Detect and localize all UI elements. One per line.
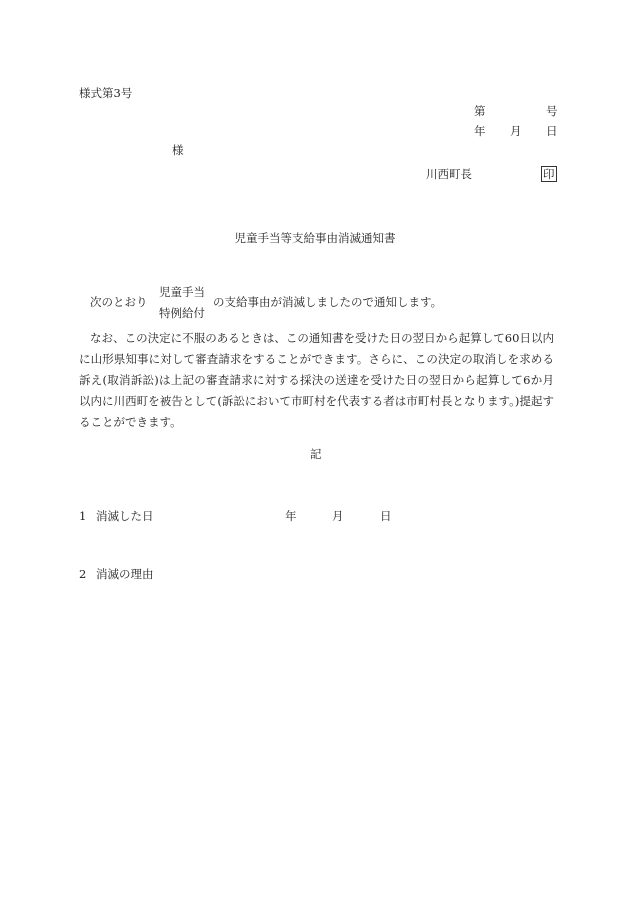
form-number: 様式第3号 — [79, 86, 133, 100]
seal-label: 印 — [543, 167, 555, 181]
document-title: 児童手当等支給事由消滅通知書 — [234, 231, 396, 245]
ki-heading: 記 — [310, 447, 322, 461]
item-1-year: 年 — [285, 509, 297, 523]
appeal-text: なお、この決定に不服のあるときは、この通知書を受けた日の翌日から起算して60日以内に山形県知事に対して審査請求をすることができます。さらに、この決定の取消しを求める訴え(取消訴訟)は上記の審査請求に対する採決の送達を受けた日の翌日から起算して6か月以内に川西町を被告として(訴訟において市町村を代表する者は市町村長となります。)提起することができます。 — [79, 331, 554, 429]
notice-option-special-benefit: 特例給付 — [159, 306, 205, 320]
notice-lead: 次のとおり — [90, 295, 148, 309]
appeal-paragraph — [79, 328, 554, 433]
notice-tail: の支給事由が消滅しましたので通知します。 — [213, 295, 443, 309]
doc-number-prefix: 第 — [474, 104, 486, 118]
recipient-suffix: 様 — [172, 143, 184, 157]
seal-mark — [541, 166, 557, 183]
date-month: 月 — [510, 124, 522, 138]
issuer-name: 川西町長 — [426, 167, 472, 181]
item-1-month: 月 — [332, 509, 344, 523]
item-1-day: 日 — [380, 509, 392, 523]
doc-number-suffix: 号 — [546, 104, 558, 118]
date-year: 年 — [474, 124, 486, 138]
item-2-label: 消滅の理由 — [96, 567, 154, 581]
item-1-number: 1 — [79, 509, 87, 523]
item-1-label: 消滅した日 — [96, 509, 154, 523]
notice-option-child-allowance: 児童手当 — [159, 285, 205, 299]
date-day: 日 — [546, 124, 558, 138]
item-2-number: 2 — [79, 567, 87, 581]
